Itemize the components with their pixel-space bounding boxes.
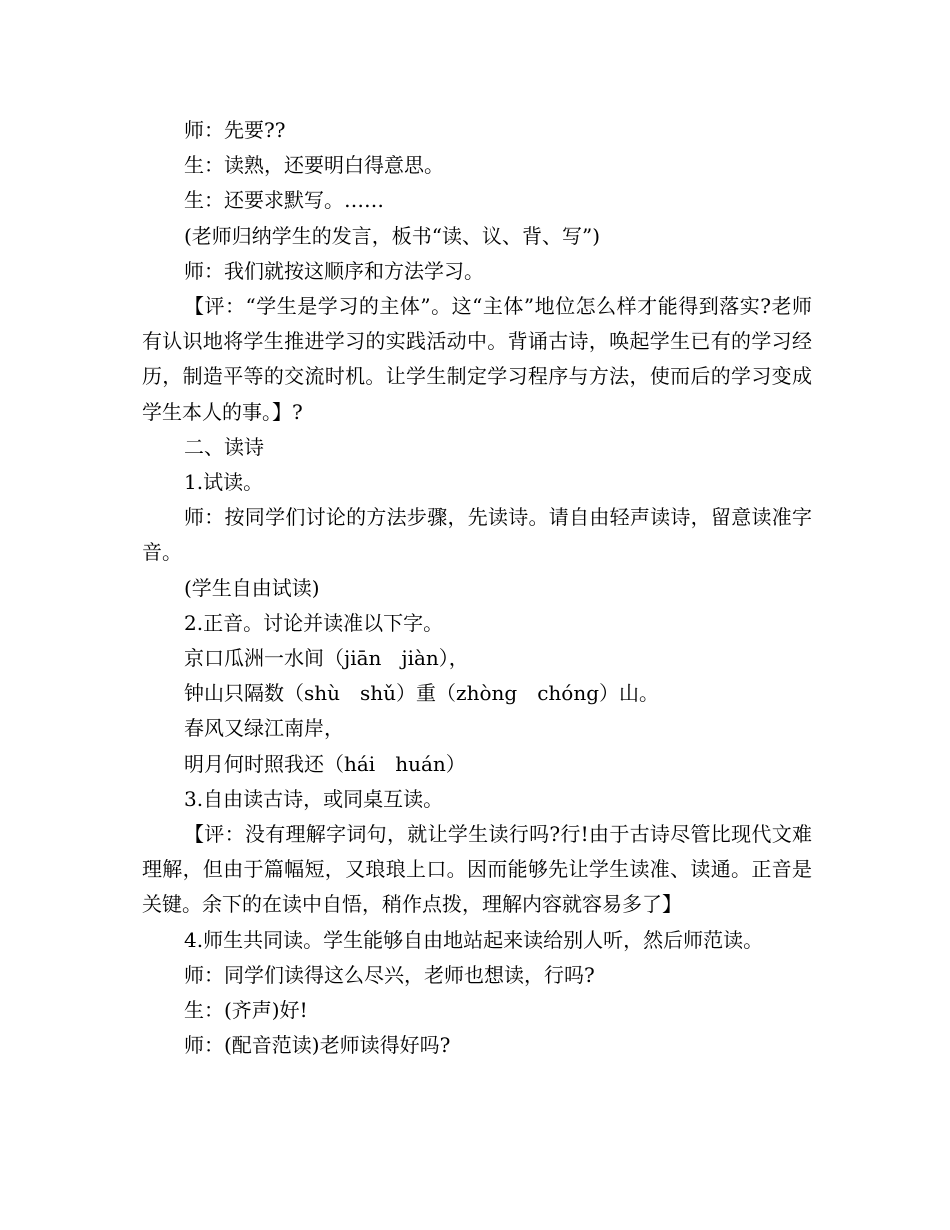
poem-line: 明月何时照我还（hái huán）	[184, 751, 466, 776]
dialogue-line: 师：按同学们讨论的方法步骤，先读诗。请自由轻声读诗，留意读准字音。	[142, 505, 812, 565]
dialogue-line: 生：(齐声)好!	[184, 998, 308, 1023]
dialogue-line: 师：同学们读得这么尽兴，老师也想读，行吗?	[184, 962, 595, 987]
dialogue-line: 生：读熟，还要明白得意思。	[184, 153, 444, 178]
stage-note: (学生自由试读)	[184, 575, 320, 600]
dialogue-line: 生：还要求默写。……	[184, 188, 384, 213]
commentary-paragraph: 【评：没有理解字词句，就让学生读行吗?行!由于古诗尽管比现代文难理解，但由于篇幅短，又琅琅上口。因而能够先让学生读准、读通。正音是关键。余下的在读中自悟，稍作点拨，理解内容就容易多了】	[142, 822, 812, 917]
dialogue-line: 师：先要??	[184, 118, 286, 142]
section-heading: 二、读诗	[184, 434, 264, 459]
step-heading: 3.自由读古诗，或同桌互读。	[184, 786, 444, 811]
document-page	[142, 113, 812, 1063]
step-heading: 4.师生共同读。学生能够自由地站起来读给别人听，然后师范读。	[184, 927, 764, 952]
stage-note: (老师归纳学生的发言，板书“读、议、背、写”)	[184, 223, 601, 248]
step-heading: 1.试读。	[184, 470, 264, 495]
poem-line: 春风又绿江南岸，	[184, 716, 344, 741]
poem-line: 京口瓜洲一水间（jiān jiàn），	[184, 646, 469, 671]
poem-line: 钟山只隔数（shù shǔ）重（zhòng chóng）山。	[184, 681, 659, 706]
dialogue-line: 师：我们就按这顺序和方法学习。	[184, 258, 484, 283]
dialogue-line: 师：(配音范读)老师读得好吗?	[184, 1033, 451, 1058]
commentary-paragraph: 【评：“学生是学习的主体”。这“主体”地位怎么样才能得到落实?老师有认识地将学生推进学习的实践活动中。背诵古诗，唤起学生已有的学习经历，制造平等的交流时机。让学生制定学习程序与方法，使而后的学习变成学生本人的事。】?	[142, 294, 812, 424]
step-heading: 2.正音。讨论并读准以下字。	[184, 610, 444, 635]
